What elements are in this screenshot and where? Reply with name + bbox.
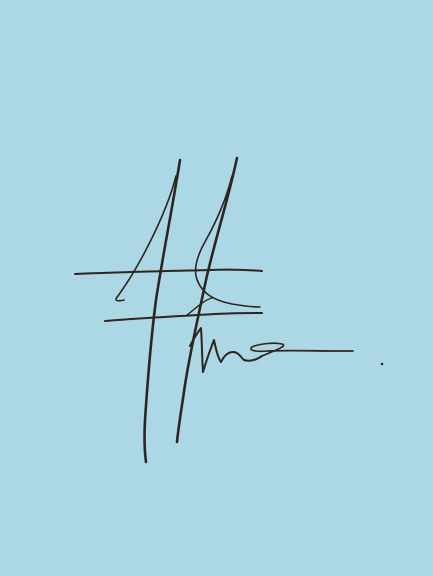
signature-stroke-left-diagonal [145, 160, 180, 462]
signature-stroke-upper-crossbar [75, 270, 262, 274]
signature-stroke-lower-crossbar [105, 313, 262, 321]
signature-dot [381, 363, 384, 366]
signature-strokes [75, 158, 383, 462]
signature-stroke-loop [251, 343, 284, 356]
